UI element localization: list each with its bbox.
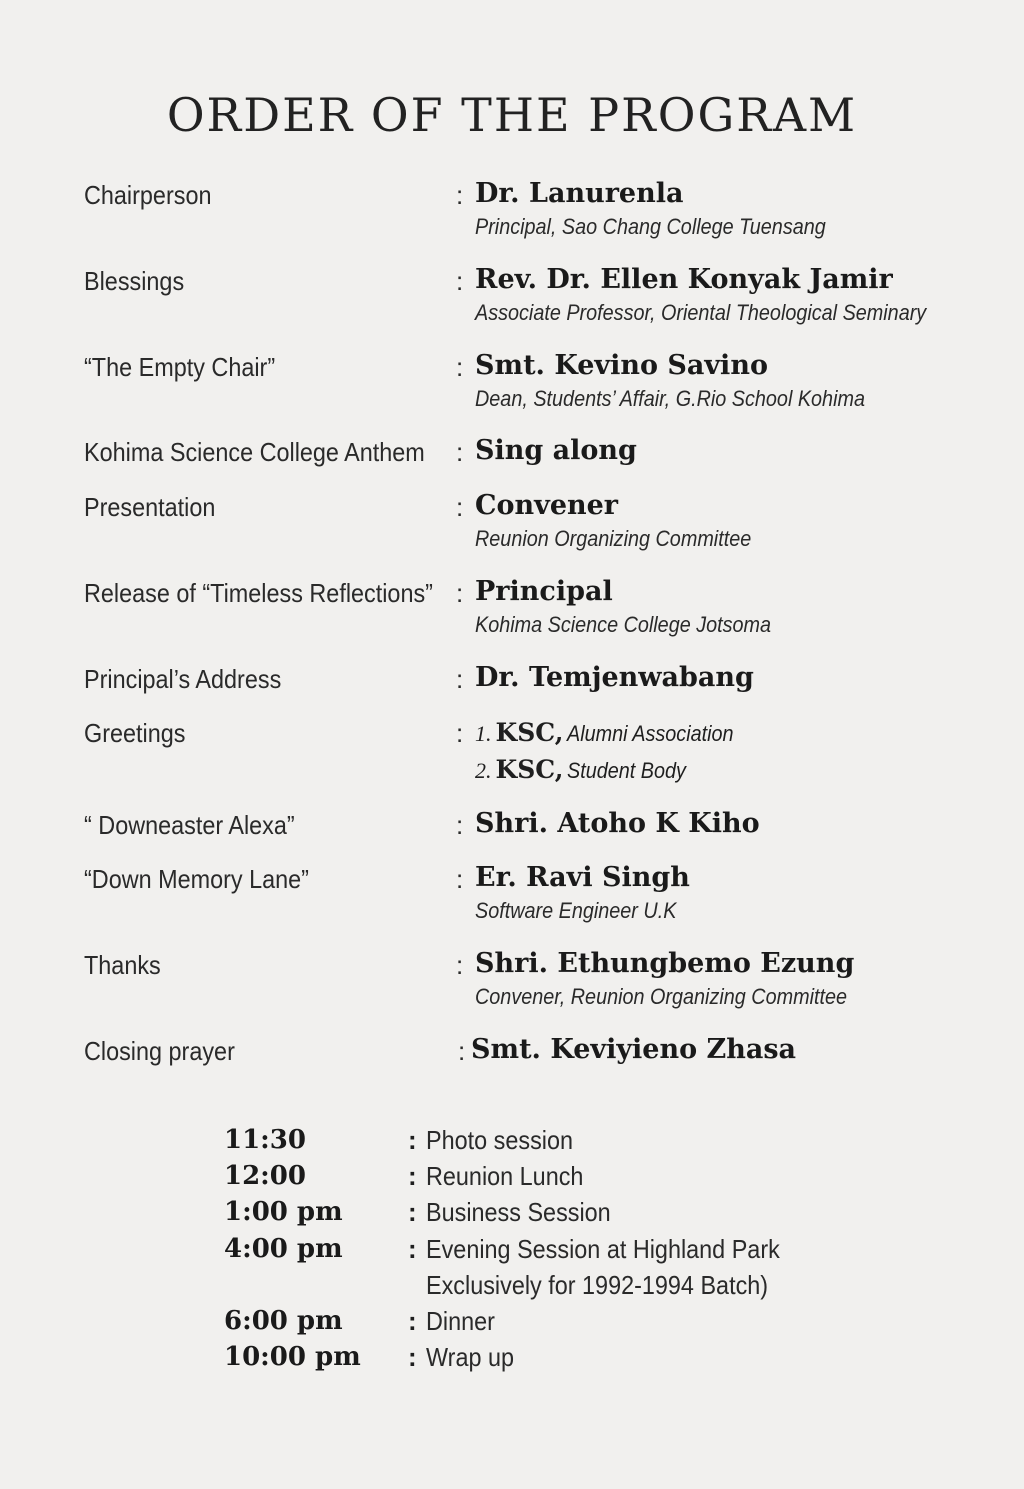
colon-separator: : (456, 950, 464, 980)
person-name: Rev. Dr. Ellen Konyak Jamir (475, 264, 893, 295)
colon-separator: : (456, 492, 464, 522)
person-role: Principal, Sao Chang College Tuensang (475, 214, 826, 239)
person-name: Dr. Lanurenla (475, 178, 684, 209)
colon-separator: : (456, 352, 464, 382)
greeting-org: KSC, (495, 718, 564, 747)
schedule-event: Reunion Lunch (426, 1161, 584, 1191)
colon-separator: : (408, 1234, 417, 1264)
row-label: Kohima Science College Anthem (84, 437, 425, 467)
person-name: Dr. Temjenwabang (475, 662, 754, 693)
row-label: Principal’s Address (84, 664, 282, 694)
person-name: Er. Ravi Singh (475, 862, 690, 893)
greeting-number: 2. (475, 758, 492, 783)
person-role: Software Engineer U.K (475, 898, 677, 923)
colon-separator: : (456, 864, 464, 894)
person-role: Associate Professor, Oriental Theological Seminary (475, 300, 927, 325)
person-name: Smt. Keviyieno Zhasa (471, 1034, 797, 1065)
schedule-time: 10:00 pm (224, 1342, 361, 1372)
schedule-event: Wrap up (426, 1342, 515, 1372)
colon-separator: : (456, 437, 464, 467)
person-name: Smt. Kevino Savino (475, 350, 768, 381)
colon-separator: : (408, 1197, 417, 1227)
row-label: “Down Memory Lane” (84, 864, 309, 894)
person-name: Shri. Atoho K Kiho (475, 808, 760, 839)
person-role: Dean, Students’ Affair, G.Rio School Kohima (475, 386, 865, 411)
person-name: Sing along (475, 435, 637, 466)
row-label: Thanks (84, 950, 161, 980)
schedule-event: Dinner (426, 1306, 495, 1336)
schedule-time: 11:30 (224, 1125, 306, 1155)
greeting-item (475, 718, 753, 747)
row-label: Greetings (84, 718, 186, 748)
colon-separator: : (456, 810, 464, 840)
greeting-item (475, 755, 700, 784)
person-role: Kohima Science College Jotsoma (475, 612, 772, 637)
person-role: Convener, Reunion Organizing Committee (475, 984, 847, 1009)
colon-separator: : (456, 718, 464, 748)
schedule-time: 4:00 pm (224, 1234, 343, 1264)
person-role: Reunion Organizing Committee (475, 526, 752, 551)
person-name: Principal (475, 576, 613, 607)
page-title: ORDER OF THE PROGRAM (166, 88, 858, 142)
schedule-time: 12:00 (224, 1161, 306, 1191)
row-label: Chairperson (84, 180, 212, 210)
colon-separator: : (408, 1306, 417, 1336)
colon-separator: : (408, 1342, 417, 1372)
greeting-number: 1. (475, 721, 492, 746)
schedule-event: Evening Session at Highland Park (426, 1234, 780, 1264)
row-label: Closing prayer (84, 1036, 235, 1066)
person-name: Shri. Ethungbemo Ezung (475, 948, 855, 979)
row-label: “The Empty Chair” (84, 352, 276, 382)
greeting-desc: Student Body (567, 758, 687, 783)
colon-separator: : (458, 1036, 466, 1066)
schedule-time: 6:00 pm (224, 1306, 343, 1336)
row-label: Release of “Timeless Reflections” (84, 578, 433, 608)
colon-separator: : (408, 1125, 417, 1155)
schedule-event: Business Session (426, 1197, 611, 1227)
person-name: Convener (475, 490, 619, 521)
colon-separator: : (456, 578, 464, 608)
colon-separator: : (456, 180, 464, 210)
row-label: “ Downeaster Alexa” (84, 810, 295, 840)
colon-separator: : (456, 664, 464, 694)
colon-separator: : (408, 1161, 417, 1191)
row-label: Presentation (84, 492, 216, 522)
greeting-org: KSC, (495, 755, 564, 784)
schedule-event: Photo session (426, 1125, 573, 1155)
greeting-desc: Alumni Association (567, 721, 734, 746)
schedule-event-continued: Exclusively for 1992-1994 Batch) (426, 1270, 769, 1300)
colon-separator: : (456, 266, 464, 296)
schedule-time: 1:00 pm (224, 1197, 343, 1227)
row-label: Blessings (84, 266, 185, 296)
